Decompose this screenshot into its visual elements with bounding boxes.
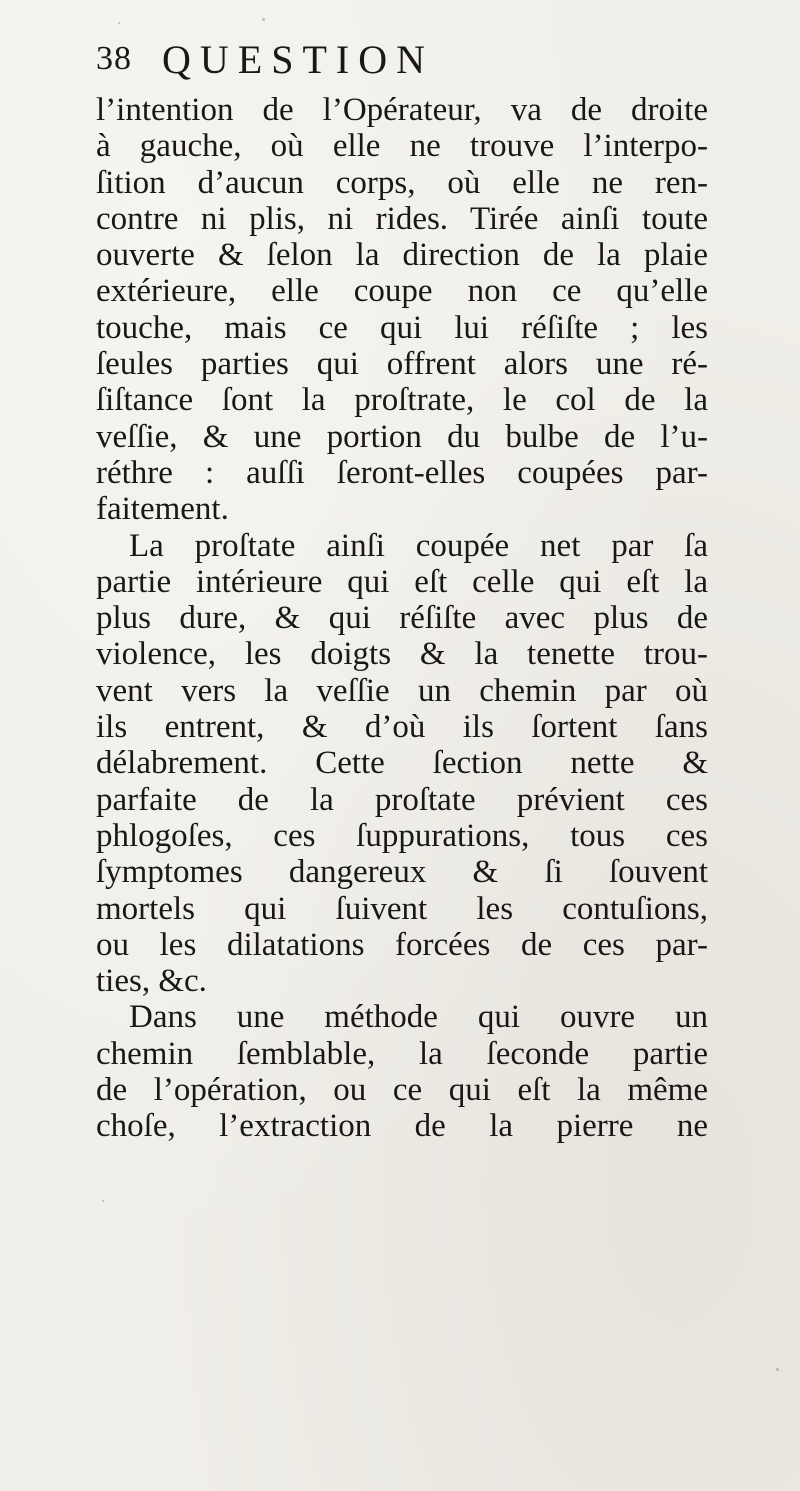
page-number: 38 (96, 40, 132, 77)
text-line: partie intérieure qui eſt celle qui eſt la (96, 563, 708, 600)
paper-speck (776, 1368, 779, 1371)
body-text (96, 92, 708, 1145)
text-line: ouverte & ſelon la direction de la plaie (96, 237, 708, 274)
text-line: à gauche, où elle ne trouve l’interpo- (96, 128, 708, 165)
text-line: ſeules parties qui offrent alors une ré- (96, 346, 708, 383)
text-line: phlogoſes, ces ſuppurations, tous ces (96, 817, 708, 854)
text-line: l’intention de l’Opérateur, va de droite (96, 92, 708, 128)
text-line: ils entrent, & d’où ils ſortent ſans (96, 709, 708, 746)
text-line: extérieure, elle coupe non ce qu’elle (96, 273, 708, 310)
text-line: touche, mais ce qui lui réſiſte ; les (96, 309, 708, 346)
text-line: de l’opération, ou ce qui eſt la même (96, 1072, 708, 1109)
text-line: réthre : auſſi ſeront-elles coupées par- (96, 454, 708, 491)
running-head: QUESTION (162, 37, 434, 82)
paragraph-start-line: Dans une méthode qui ouvre un (129, 999, 708, 1036)
paper-speck (262, 18, 265, 21)
text-line: délabrement. Cette ſection nette & (96, 745, 708, 782)
paragraph-end-line: ties, &c. (96, 963, 207, 1000)
text-line: ſiſtance ſont la proſtrate, le col de la (96, 382, 708, 419)
text-line: violence, les doigts & la tenette trou- (96, 636, 708, 673)
text-line: mortels qui ſuivent les contuſions, (96, 890, 708, 927)
text-line: ou les dilatations forcées de ces par- (96, 926, 708, 963)
text-line: veſſie, & une portion du bulbe de l’u- (96, 418, 708, 455)
text-line: choſe, l’extraction de la pierre ne (96, 1108, 708, 1145)
text-line: plus dure, & qui réſiſte avec plus de (96, 600, 708, 637)
paper-speck (102, 1200, 104, 1202)
paragraph-end-line: faitement. (96, 491, 229, 528)
paragraph-start-line: La proſtate ainſi coupée net par ſa (129, 527, 708, 564)
text-line: parfaite de la proſtate prévient ces (96, 781, 708, 818)
page-header (96, 30, 656, 90)
text-line: contre ni plis, ni rides. Tirée ainſi toute (96, 200, 708, 237)
text-line: chemin ſemblable, la ſeconde partie (96, 1035, 708, 1072)
paper-speck (118, 22, 120, 24)
text-line: ſition d’aucun corps, où elle ne ren- (96, 164, 708, 201)
text-line: ſymptomes dangereux & ſi ſouvent (96, 854, 708, 891)
text-line: vent vers la veſſie un chemin par où (96, 672, 708, 709)
